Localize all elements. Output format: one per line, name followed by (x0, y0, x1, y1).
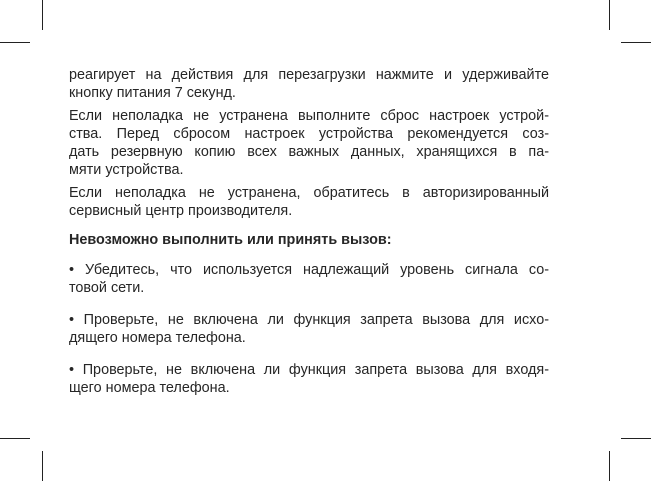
bullet-line: товой сети. (69, 280, 145, 296)
paragraph-factory-reset (69, 107, 549, 179)
bullet-line: • Проверьте, не включена ли функция запрета вызова для входя- (69, 362, 549, 378)
crop-mark-top-right-horizontal (621, 42, 651, 43)
paragraph-service-center (69, 184, 549, 220)
crop-mark-bottom-right-horizontal (621, 438, 651, 439)
bullet-line: • Убедитесь, что используется надлежащий уровень сигнала со- (69, 262, 549, 278)
paragraph-line: мяти устройства. (69, 162, 184, 178)
crop-mark-bottom-left-horizontal (0, 438, 30, 439)
paragraph-restart-instructions (69, 66, 549, 102)
paragraph-line: Если неполадка не устранена, обратитесь в авторизированный (69, 185, 549, 201)
bullet-item-signal-level (69, 261, 549, 297)
bullet-line: дящего номера телефона. (69, 330, 246, 346)
section-heading: Невозможно выполнить или принять вызов: (69, 232, 392, 248)
crop-mark-top-left-horizontal (0, 42, 30, 43)
manual-page-content (69, 66, 549, 411)
bullet-line: щего номера телефона. (69, 380, 230, 396)
bullet-item-outgoing-barring (69, 311, 549, 347)
crop-mark-top-right-vertical (609, 0, 610, 30)
paragraph-line: кнопку питания 7 секунд. (69, 85, 236, 101)
paragraph-line: дать резервную копию всех важных данных, хранящихся в па- (69, 144, 549, 160)
bullet-item-incoming-barring (69, 361, 549, 397)
bullet-line: • Проверьте, не включена ли функция запрета вызова для исхо- (69, 312, 549, 328)
paragraph-line: Если неполадка не устранена выполните сброс настроек устрой- (69, 108, 549, 124)
paragraph-line: сервисный центр производителя. (69, 203, 293, 219)
crop-mark-top-left-vertical (42, 0, 43, 30)
paragraph-line: реагирует на действия для перезагрузки нажмите и удерживайте (69, 67, 549, 83)
paragraph-line: ства. Перед сбросом настроек устройства рекомендуется соз- (69, 126, 549, 142)
crop-mark-bottom-left-vertical (42, 451, 43, 481)
crop-mark-bottom-right-vertical (609, 451, 610, 481)
